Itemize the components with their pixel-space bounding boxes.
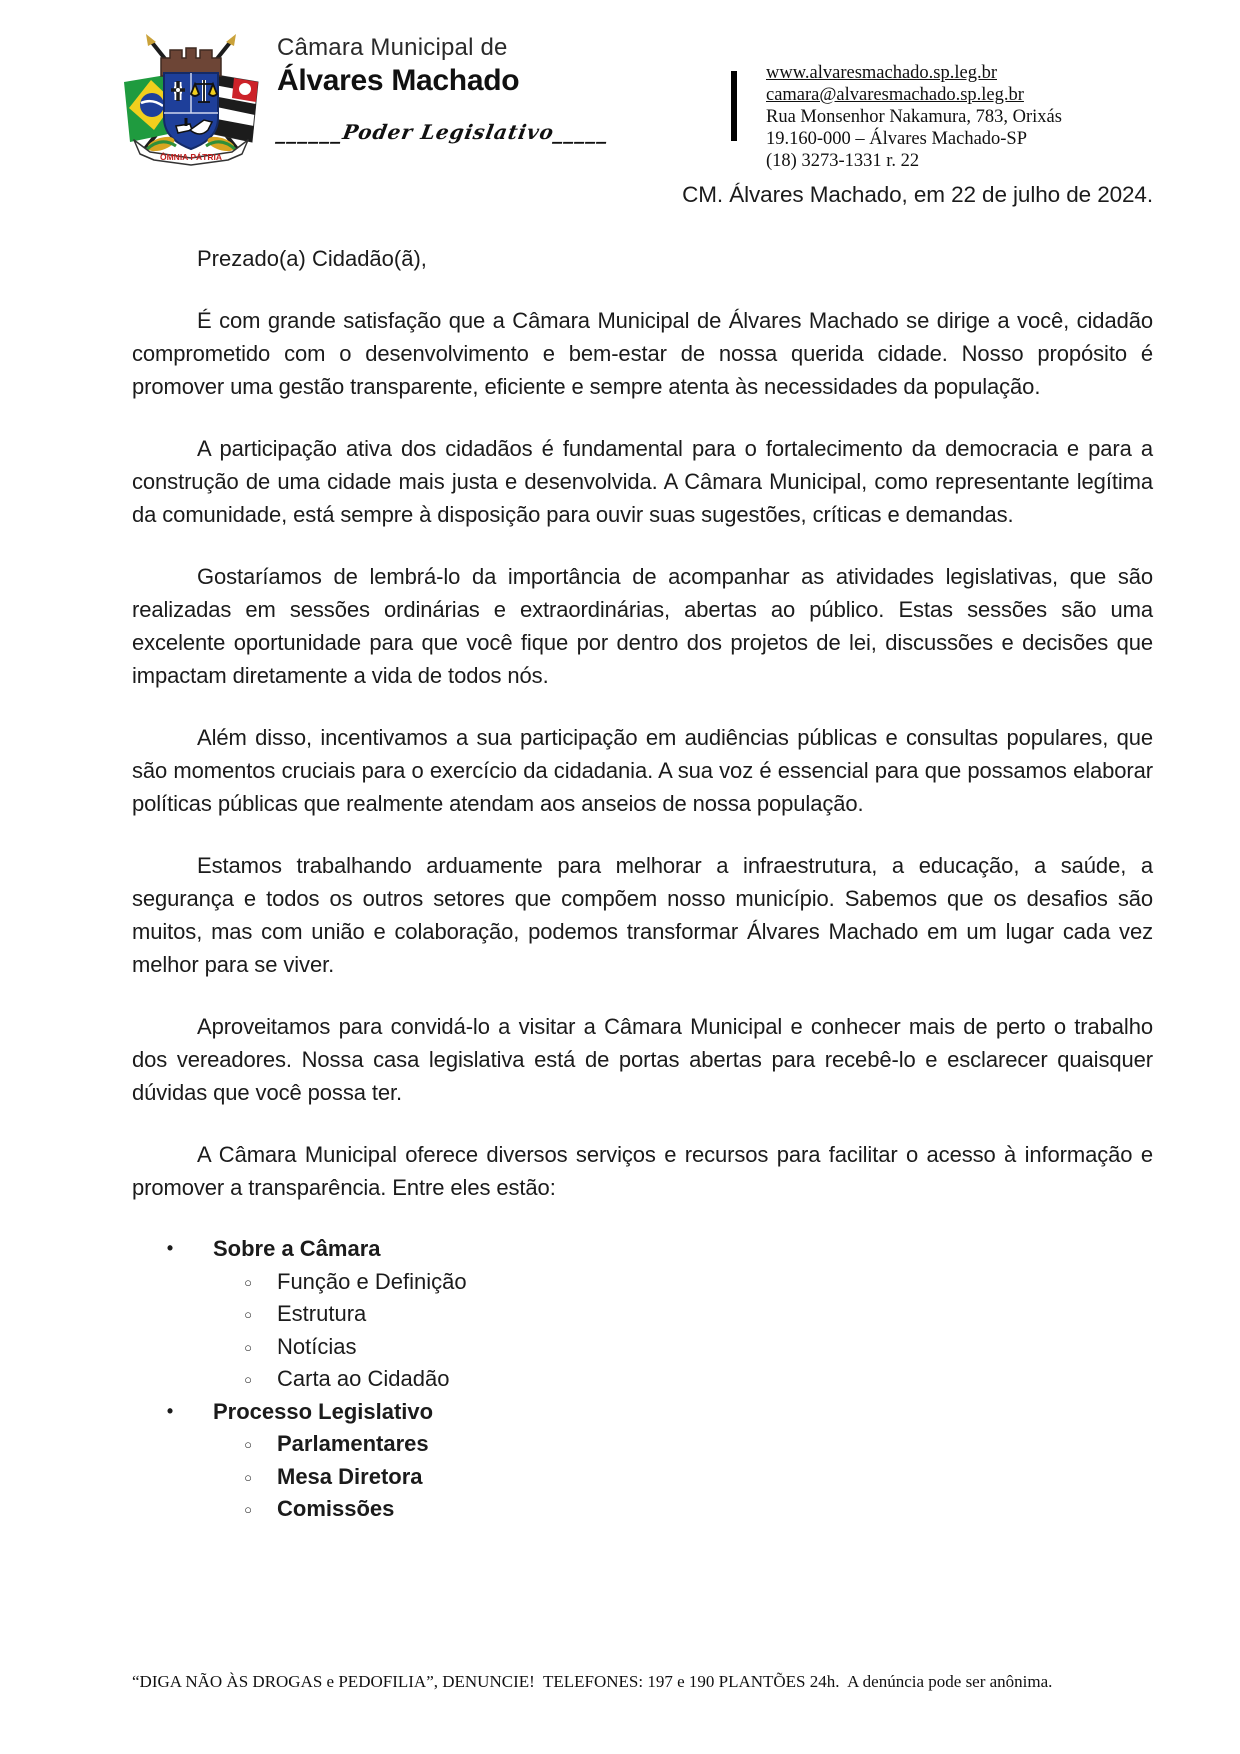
circle-bullet-icon: ○ [244, 1372, 252, 1387]
org-name-block [274, 34, 612, 144]
list-item-processo-legislativo [132, 1396, 1153, 1429]
footer-notice: “DIGA NÃO ÀS DROGAS e PEDOFILIA”, DENUNCIE! TELEFONES: 197 e 190 PLANTÕES 24h. A denúncia pode ser anônima. [132, 1672, 1053, 1691]
motto-text: ÔMNIA PÁTRIA [159, 152, 223, 162]
list-item-funcao-e-definicao [132, 1266, 1153, 1299]
list-item-label: Função e Definição [277, 1268, 467, 1294]
contact-cep-city: 19.160-000 – Álvares Machado-SP [766, 129, 1028, 149]
list-item-label: Mesa Diretora [277, 1463, 423, 1489]
bullet-icon: • [166, 1400, 174, 1421]
list-item-comissoes [132, 1493, 1153, 1526]
list-item-label: Carta ao Cidadão [277, 1366, 450, 1391]
paragraph: Além disso, incentivamos a sua participação em audiências públicas e consultas populares, que são momentos cruciais para o exercício da cidadania. A sua voz é essencial para que possamos elaborar políticas públicas que realmente atendam aos anseios de nossa população. [132, 725, 1153, 816]
services-list [132, 1233, 1153, 1526]
paragraph: A participação ativa dos cidadãos é fundamental para o fortalecimento da democracia e para a construção de uma cidade mais justa e desenvolvida. A Câmara Municipal, como representante legítima da comunidade, está sempre à disposição para ouvir suas sugestões, críticas e demandas. [132, 436, 1153, 527]
list-item-label: Processo Legislativo [213, 1398, 434, 1424]
mural-crown [161, 48, 221, 76]
list-item-label: Parlamentares [277, 1431, 429, 1456]
paragraph: Aproveitamos para convidá-lo a visitar a Câmara Municipal e conhecer mais de perto o trabalho dos vereadores. Nossa casa legislativa está de portas abertas para recebê-lo e esclarecer quaisquer dúvidas que você possa ter. [132, 1014, 1153, 1105]
list-item-label: Comissões [277, 1496, 395, 1521]
paragraph: Gostaríamos de lembrá-lo da importância de acompanhar as atividades legislativas, que são realizadas em sessões ordinárias e extraordinárias, abertas ao público. Estas sessões são uma excelente oportunidade para que você fique por dentro dos projetos de lei, discussões e decisões que impactam diretamente a vida de todos nós. [132, 564, 1153, 688]
list-item-carta-ao-cidadao [132, 1363, 1153, 1396]
list-item-parlamentares [132, 1428, 1153, 1461]
org-tagline: ______Poder Legislativo_____ [274, 120, 612, 144]
contact-address: Rua Monsenhor Nakamura, 783, Orixás [766, 107, 1062, 127]
list-item-label: Notícias [277, 1333, 357, 1359]
circle-bullet-icon: ○ [244, 1307, 252, 1322]
bullet-icon: • [166, 1238, 174, 1258]
list-item-label: Estrutura [277, 1301, 367, 1326]
circle-bullet-icon: ○ [244, 1502, 252, 1517]
paragraph: Estamos trabalhando arduamente para melhorar a infraestrutura, a educação, a saúde, a segurança e todos os outros setores que compõem nosso município. Sabemos que os desafios são muitos, mas com união e colaboração, podemos transformar Álvares Machado em um lugar cada vez melhor para se viver. [132, 853, 1153, 977]
contact-phone: (18) 3273-1331 r. 22 [766, 151, 920, 171]
circle-bullet-icon: ○ [244, 1469, 252, 1485]
dateline: CM. Álvares Machado, em 22 de julho de 2024. [682, 182, 1153, 207]
list-item-sobre-a-camara [132, 1233, 1153, 1266]
circle-bullet-icon: ○ [244, 1339, 252, 1355]
coat-of-arms-logo [116, 26, 266, 166]
salutation: Prezado(a) Cidadão(ã), [197, 246, 427, 271]
org-name-line1: Câmara Municipal de [277, 34, 508, 61]
circle-bullet-icon: ○ [244, 1274, 252, 1290]
email-link[interactable]: camara@alvaresmachado.sp.leg.br [766, 85, 1024, 105]
paragraph: A Câmara Municipal oferece diversos serviços e recursos para facilitar o acesso à informação e promover a transparência. Entre eles estão: [132, 1142, 1153, 1200]
letter-body [132, 182, 1153, 1526]
header-divider [731, 71, 737, 141]
list-item-label: Sobre a Câmara [213, 1236, 381, 1261]
circle-bullet-icon: ○ [244, 1437, 252, 1452]
list-item-mesa-diretora [132, 1461, 1153, 1494]
list-item-noticias [132, 1331, 1153, 1364]
website-link[interactable]: www.alvaresmachado.sp.leg.br [766, 63, 997, 83]
paragraph: É com grande satisfação que a Câmara Municipal de Álvares Machado se dirige a você, cidadão comprometido com o desenvolvimento e bem-estar de nossa querida cidade. Nosso propósito é promover uma gestão transparente, eficiente e sempre atenta às necessidades da população. [132, 308, 1153, 399]
contact-block [766, 62, 1062, 172]
list-item-estrutura [132, 1298, 1153, 1331]
org-name-line2: Álvares Machado [277, 64, 520, 97]
